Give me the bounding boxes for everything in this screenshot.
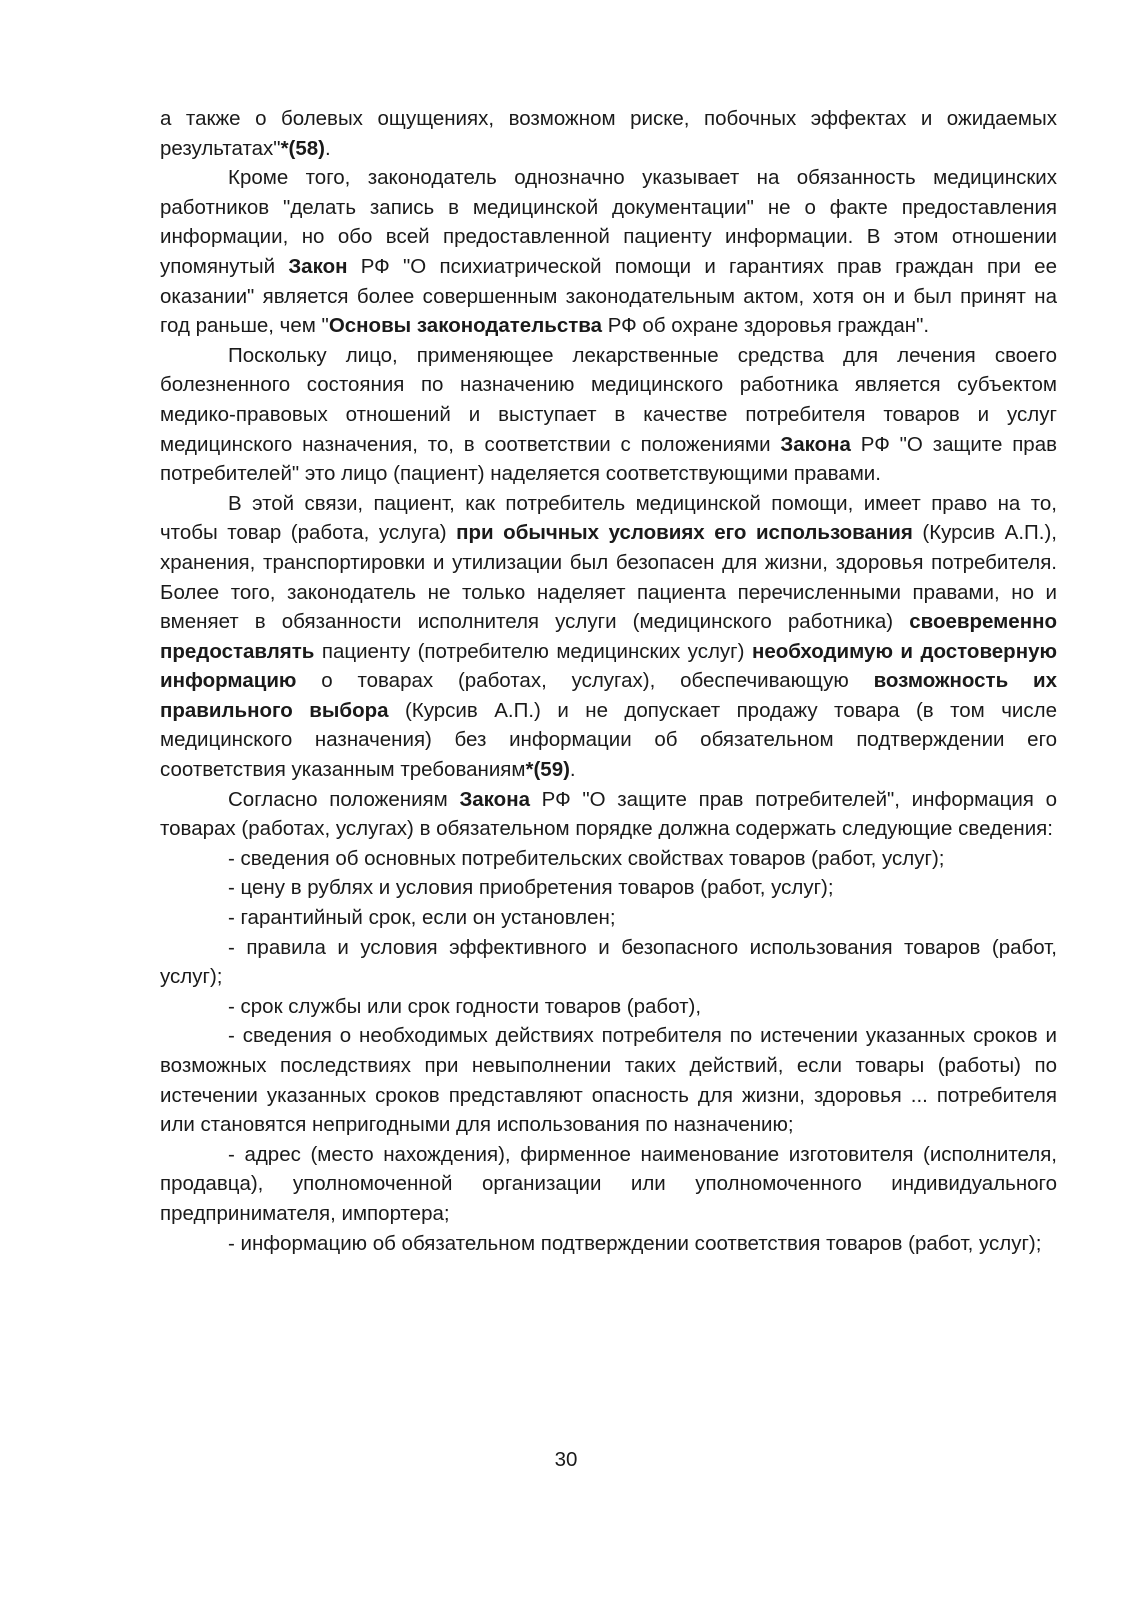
text-run: Кроме того, законодатель однозначно указывает на обязанность медицинских работников "делать запись в медицинской документации" не о факте предоставления информации, но обо всей предоставленной пациенту информации. В этом отношении упомянутый <box>160 166 1057 278</box>
text-run: о товарах (работах, услугах), обеспечивающую <box>296 669 874 693</box>
text-run: а также о болевых ощущениях, возможном риске, побочных эффектах и ожидаемых результатах" <box>160 107 1057 160</box>
bold-text-run: возможность их правильного выбора <box>160 669 1057 722</box>
paragraph <box>160 1021 1057 1139</box>
paragraph <box>160 844 1057 874</box>
paragraph <box>160 1140 1057 1229</box>
paragraph <box>160 873 1057 903</box>
bold-text-run: Основы законодательства <box>328 314 603 338</box>
text-run: . <box>569 758 576 782</box>
text-run: - сведения об основных потребительских свойствах товаров (работ, услуг); <box>228 846 945 870</box>
paragraph <box>160 903 1057 933</box>
paragraph <box>160 104 1057 163</box>
text-run: - информацию об обязательном подтверждении соответствия товаров (работ, услуг); <box>228 1231 1042 1255</box>
text-run: - адрес (место нахождения), фирменное наименование изготовителя (исполнителя, продавца), уполномоченной организации или уполномоченного индивидуального предпринимателя, импортера; <box>160 1142 1057 1225</box>
bold-text-run: необходимую и достоверную информацию <box>160 639 1057 693</box>
bold-text-run: Закон <box>288 254 348 278</box>
bold-text-run: Закона <box>459 787 530 811</box>
bold-text-run: Закона <box>780 432 851 456</box>
text-run: РФ "О защите прав потребителей" это лицо (пациент) наделяется соответствующими правами. <box>160 432 1057 486</box>
bold-text-run: *(58) <box>280 136 325 160</box>
text-run: - срок службы или срок годности товаров (работ), <box>228 994 702 1018</box>
paragraph <box>160 933 1057 992</box>
text-run: - цену в рублях и условия приобретения товаров (работ, услуг); <box>228 876 834 900</box>
text-run: (Курсив А.П.) и не допускает продажу товара (в том числе медицинского назначения) без информации об обязательном подтверждении его соответствия указанным требованиям <box>160 698 1057 782</box>
text-run: РФ об охране здоровья граждан". <box>602 314 930 338</box>
text-run: . <box>325 136 331 160</box>
text-run: - гарантийный срок, если он установлен; <box>228 906 616 930</box>
paragraph <box>160 1229 1057 1259</box>
paragraph <box>160 163 1057 341</box>
text-run: В этой связи, пациент, как потребитель медицинской помощи, имеет право на то, чтобы товар (работа, услуга) <box>160 491 1057 545</box>
text-run: пациенту (потребителю медицинских услуг) <box>314 639 752 663</box>
paragraph <box>160 341 1057 489</box>
bold-text-run: *(59) <box>525 758 570 782</box>
paragraph <box>160 785 1057 844</box>
text-run: Поскольку лицо, применяющее лекарственные средства для лечения своего болезненного состояния по назначению медицинского работника является субъектом медико-правовых отношений и выступает в качестве потребителя товаров и услуг медицинского назначения, то, в соответствии с положениями <box>160 343 1057 456</box>
text-run: Согласно положениям <box>228 787 460 811</box>
paragraph <box>160 992 1057 1022</box>
text-run: РФ "О психиатрической помощи и гарантиях прав граждан при ее оказании" является более совершенным законодательным актом, хотя он и был принят на год раньше, чем " <box>160 254 1057 338</box>
text-run: - сведения о необходимых действиях потребителя по истечении указанных сроков и возможных последствиях при невыполнении таких действий, если товары (работы) по истечении указанных сроков представляют опасность для жизни, здоровья ... потребителя или становятся непригодными для использования по назначению; <box>160 1024 1057 1137</box>
page-number: 30 <box>554 1448 578 1471</box>
bold-text-run: своевременно предоставлять <box>160 610 1057 663</box>
paragraph <box>160 489 1057 785</box>
text-run: (Курсив А.П.), хранения, транспортировки и утилизации был безопасен для жизни, здоровья потребителя. Более того, законодатель не только наделяет пациента перечисленными правами, но и вменяет в обязанности исполнителя услуги (медицинского работника) <box>160 521 1057 634</box>
page-body <box>160 104 1057 1258</box>
text-run: - правила и условия эффективного и безопасного использования товаров (работ, услуг); <box>160 935 1057 989</box>
bold-text-run: при обычных условиях его использования <box>456 521 913 545</box>
text-run: РФ "О защите прав потребителей", информация о товарах (работах, услугах) в обязательном порядке должна содержать следующие сведения: <box>160 787 1057 841</box>
